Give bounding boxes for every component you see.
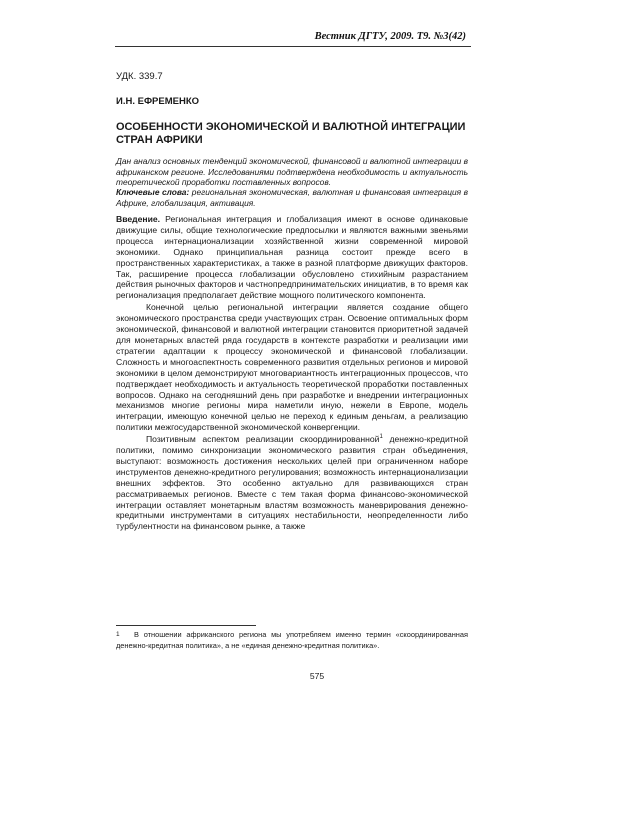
footnote-mark: 1	[116, 631, 120, 638]
paragraph-intro	[116, 214, 468, 301]
paragraph-3-rest: денежно-кредитной политики, помимо синхронизации экономического развития стран объединения, выступают: возможность достижения нескольких целей при ограниченном наборе инструментов денежно-кредитного регулирования; возможность интернационализации внешних эффектов. Это особенно актуально для развивающихся стран рассматриваемых регионов. Вместе с тем такая форма финансово-экономической интеграции оставляет монетарным властям возможность маневрирования денежно-кредитными инструментами в ситуациях нестабильности, неопределенности либо турбулентности на финансовом рынке, а также	[116, 434, 469, 532]
keywords-label: Ключевые слова:	[116, 187, 190, 197]
article-title: ОСОБЕННОСТИ ЭКОНОМИЧЕСКОЙ И ВАЛЮТНОЙ ИНТЕГРАЦИИ СТРАН АФРИКИ	[116, 121, 466, 146]
paragraph-2: Конечной целью региональной интеграции является создание общего экономического пространства среди участвующих стран. Освоение оптимальных форм экономической, финансовой и валютной интеграции становится приоритетной задачей для монетарных властей ряда государств в контексте разработки и реализации ими стратегии адаптации к процессу экономической и финансовой глобализации. Сложность и многоаспектность современного развития отдельных регионов и мировой экономики в целом демонстрируют многовариантность интеграционных процессов, что подтверждает необходимость и актуальность теоретической проработки поставленных вопросов. Однако на сегодняшний день при разработке и внедрении интеграционных механизмов многие регионы мира наметили иную, нежели в Европе, модель интеграции, имеющую конечной целью не переход к единым деньгам, а реализацию политики межгосударственной экономической конвергенции.	[116, 302, 468, 433]
paragraph-intro-text: Региональная интеграция и глобализация имеют в основе одинаковые движущие силы, общие технологические предпосылки и являются важными звеньями процесса интернационализации хозяйственной жизни современной мировой экономики. Однако принципиальная разница состоит прежде всего в пространственных характеристиках, а также в разной платформе движущих факторов. Так, расширение процесса глобализации обусловлено стихийным разрастанием действия рыночных факторов и частнопредпринимательских инициатив, в то время как регионализация предполагает действие мощного политического компонента.	[116, 214, 468, 301]
abstract: Дан анализ основных тенденций экономической, финансовой и валютной интеграции в африканском регионе. Исследованиями подтверждена необходимость и актуальность теоретической проработки поставленных вопросов.	[116, 156, 469, 187]
keywords	[116, 187, 468, 208]
page-number: 575	[309, 671, 325, 681]
header-rule	[115, 46, 471, 47]
paragraph-3	[116, 434, 468, 532]
footnote-ref[interactable]: 1	[379, 434, 383, 441]
footnote-text: В отношении африканского региона мы употребляем именно термин «скоординированная денежно-кредитная политика», а не «единая денежно-кредитная политика».	[116, 630, 468, 650]
footnote	[116, 630, 468, 651]
author-name: И.Н. ЕФРЕМЕНКО	[116, 96, 200, 107]
udk-code: УДК. 339.7	[116, 71, 163, 82]
paragraph-3-start: Позитивным аспектом реализации скоординированной	[146, 434, 380, 445]
article-body	[116, 214, 468, 533]
intro-label: Введение.	[116, 214, 161, 224]
footnote-rule	[116, 625, 256, 626]
journal-header: Вестник ДГТУ, 2009. Т9. №3(42)	[314, 31, 466, 42]
keywords-text: региональная экономическая, валютная и финансовая интеграция в Африке, глобализация, активация.	[116, 187, 469, 208]
